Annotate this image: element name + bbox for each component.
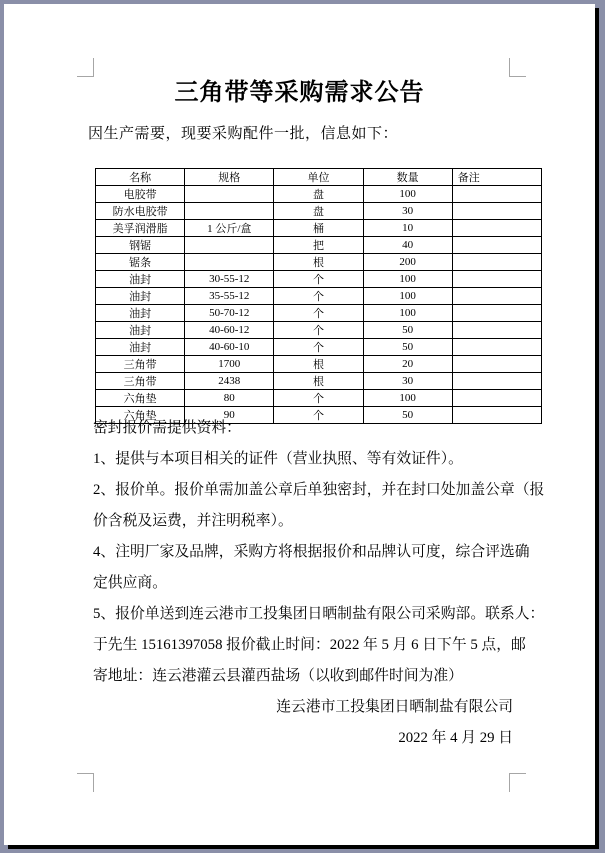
cell-unit: 个 bbox=[274, 271, 363, 288]
notice-body bbox=[93, 413, 544, 754]
margin-crop-mark-bottom-right bbox=[509, 773, 526, 792]
requirement-line: 4、注明厂家及品牌，采购方将根据报价和品牌认可度，综合评选确 bbox=[93, 544, 530, 560]
table-row bbox=[96, 220, 542, 237]
table-row bbox=[96, 288, 542, 305]
cell-remark bbox=[452, 356, 541, 373]
cell-remark bbox=[452, 288, 541, 305]
cell-spec: 40-60-10 bbox=[185, 339, 274, 356]
table-row bbox=[96, 237, 542, 254]
cell-spec bbox=[185, 254, 274, 271]
cell-name: 油封 bbox=[96, 288, 185, 305]
cell-spec: 80 bbox=[185, 390, 274, 407]
cell-unit: 个 bbox=[274, 407, 363, 424]
signature-company: 连云港市工投集团日晒制盐有限公司 bbox=[276, 699, 513, 715]
cell-spec: 30-55-12 bbox=[185, 271, 274, 288]
cell-spec: 1700 bbox=[185, 356, 274, 373]
cell-unit: 桶 bbox=[274, 220, 363, 237]
cell-qty: 200 bbox=[363, 254, 452, 271]
requirement-line: 1、提供与本项目相关的证件（营业执照、等有效证件）。 bbox=[93, 451, 463, 467]
cell-name: 钢锯 bbox=[96, 237, 185, 254]
cell-unit: 个 bbox=[274, 288, 363, 305]
cell-remark bbox=[452, 220, 541, 237]
cell-qty: 20 bbox=[363, 356, 452, 373]
cell-spec: 2438 bbox=[185, 373, 274, 390]
signature-date: 2022 年 4 月 29 日 bbox=[398, 730, 513, 746]
cell-remark bbox=[452, 339, 541, 356]
margin-crop-mark-bottom-left bbox=[77, 773, 94, 792]
cell-remark bbox=[452, 271, 541, 288]
cell-unit: 个 bbox=[274, 305, 363, 322]
requirement-line: 2、报价单。报价单需加盖公章后单独密封，并在封口处加盖公章（报 bbox=[93, 482, 545, 498]
table-row bbox=[96, 356, 542, 373]
column-header-unit: 单位 bbox=[274, 169, 363, 186]
requirement-line: 寄地址：连云港灌云县灌西盐场（以收到邮件时间为准） bbox=[93, 668, 463, 684]
requirement-line: 定供应商。 bbox=[93, 575, 167, 591]
requirement-line: 于先生 15161397058 报价截止时间：2022 年 5 月 6 日下午 5 点，邮 bbox=[93, 637, 526, 653]
table-row bbox=[96, 373, 542, 390]
column-header-name: 名称 bbox=[96, 169, 185, 186]
cell-unit: 个 bbox=[274, 322, 363, 339]
cell-unit: 盘 bbox=[274, 186, 363, 203]
cell-spec bbox=[185, 203, 274, 220]
cell-remark bbox=[452, 237, 541, 254]
column-header-qty: 数量 bbox=[363, 169, 452, 186]
cell-qty: 100 bbox=[363, 288, 452, 305]
cell-qty: 50 bbox=[363, 407, 452, 424]
table-row bbox=[96, 254, 542, 271]
cell-remark bbox=[452, 305, 541, 322]
cell-qty: 100 bbox=[363, 305, 452, 322]
requirements-heading: 密封报价需提供资料： bbox=[93, 420, 241, 436]
cell-name: 油封 bbox=[96, 339, 185, 356]
table-row bbox=[96, 203, 542, 220]
cell-name: 防水电胶带 bbox=[96, 203, 185, 220]
cell-spec bbox=[185, 186, 274, 203]
document-page[interactable] bbox=[4, 4, 595, 845]
cell-name: 六角垫 bbox=[96, 407, 185, 424]
cell-remark bbox=[452, 186, 541, 203]
table-row bbox=[96, 339, 542, 356]
cell-unit: 根 bbox=[274, 373, 363, 390]
cell-remark bbox=[452, 390, 541, 407]
column-header-spec: 规格 bbox=[185, 169, 274, 186]
cell-spec: 40-60-12 bbox=[185, 322, 274, 339]
cell-spec: 1 公斤/盒 bbox=[185, 220, 274, 237]
cell-name: 三角带 bbox=[96, 356, 185, 373]
cell-name: 油封 bbox=[96, 271, 185, 288]
table-row bbox=[96, 322, 542, 339]
cell-qty: 100 bbox=[363, 271, 452, 288]
cell-qty: 30 bbox=[363, 373, 452, 390]
cell-remark bbox=[452, 254, 541, 271]
cell-qty: 50 bbox=[363, 339, 452, 356]
cell-qty: 100 bbox=[363, 186, 452, 203]
cell-unit: 把 bbox=[274, 237, 363, 254]
requirement-line: 5、报价单送到连云港市工投集团日晒制盐有限公司采购部。联系人： bbox=[93, 606, 545, 622]
table-row bbox=[96, 186, 542, 203]
cell-remark bbox=[452, 373, 541, 390]
cell-name: 六角垫 bbox=[96, 390, 185, 407]
cell-qty: 50 bbox=[363, 322, 452, 339]
cell-name: 电胶带 bbox=[96, 186, 185, 203]
cell-name: 三角带 bbox=[96, 373, 185, 390]
cell-qty: 40 bbox=[363, 237, 452, 254]
requirement-line: 价含税及运费，并注明税率）。 bbox=[93, 513, 293, 529]
cell-unit: 个 bbox=[274, 339, 363, 356]
document-title: 三角带等采购需求公告 bbox=[174, 80, 425, 106]
procurement-items-table bbox=[95, 168, 542, 424]
table-row bbox=[96, 305, 542, 322]
cell-name: 美孚润滑脂 bbox=[96, 220, 185, 237]
cell-qty: 100 bbox=[363, 390, 452, 407]
cell-name: 油封 bbox=[96, 322, 185, 339]
cell-unit: 盘 bbox=[274, 203, 363, 220]
cell-name: 锯条 bbox=[96, 254, 185, 271]
cell-remark bbox=[452, 203, 541, 220]
cell-spec: 35-55-12 bbox=[185, 288, 274, 305]
cell-spec bbox=[185, 237, 274, 254]
cell-unit: 根 bbox=[274, 254, 363, 271]
intro-paragraph: 因生产需要，现要采购配件一批，信息如下： bbox=[88, 126, 399, 142]
cell-spec: 50-70-12 bbox=[185, 305, 274, 322]
cell-spec: 90 bbox=[185, 407, 274, 424]
column-header-remark: 备注 bbox=[452, 169, 541, 186]
cell-name: 油封 bbox=[96, 305, 185, 322]
cell-remark bbox=[452, 322, 541, 339]
table-row bbox=[96, 271, 542, 288]
table-header-row bbox=[96, 169, 542, 186]
cell-qty: 30 bbox=[363, 203, 452, 220]
table-row bbox=[96, 390, 542, 407]
cell-qty: 10 bbox=[363, 220, 452, 237]
cell-unit: 个 bbox=[274, 390, 363, 407]
cell-unit: 根 bbox=[274, 356, 363, 373]
